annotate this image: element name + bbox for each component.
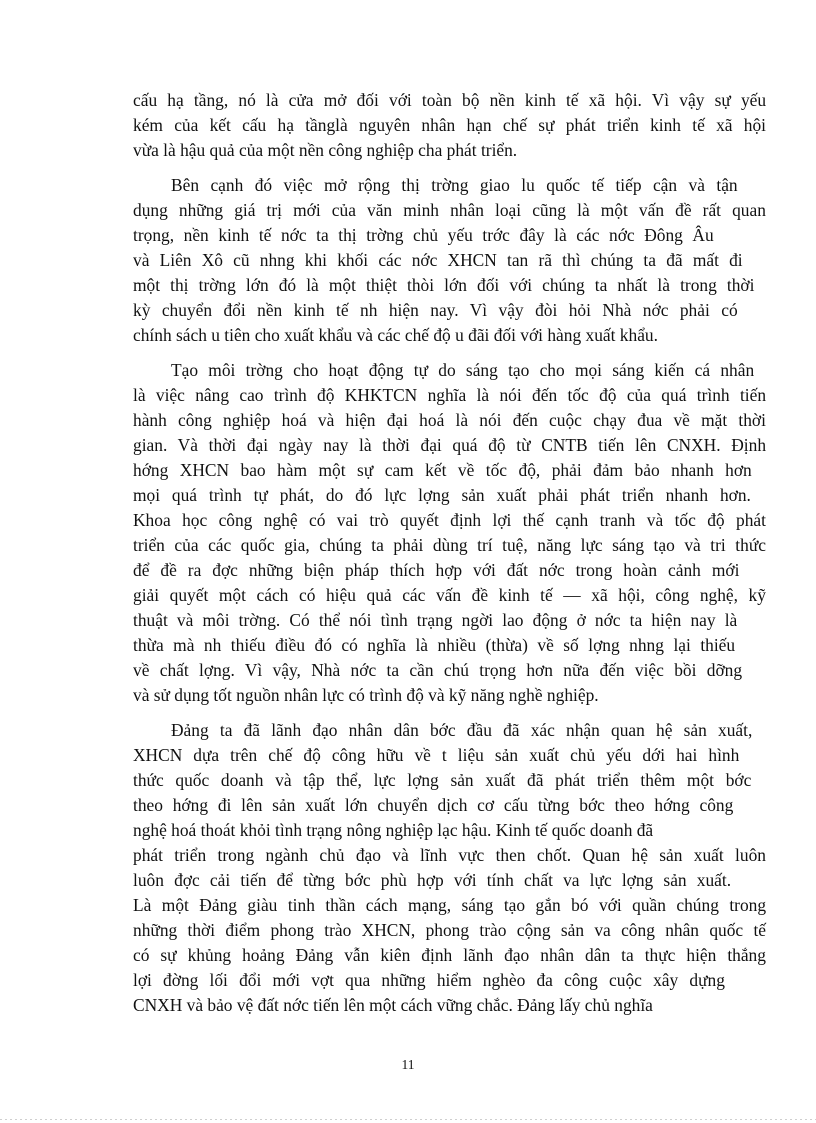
paragraph-4 [133,718,766,1018]
text-line: có sự khủng hoảng Đảng vẫn kiên định lãnh đạo nhân dân ta thực hiện thắng [133,945,766,965]
text-line: luôn đợc cải tiến để từng bớc phù hợp với tính chất va lực lợng sản xuất. [133,870,732,890]
paragraph-3 [133,358,766,708]
text-line: và sử dụng tốt nguồn nhân lực có trình độ và kỹ năng nghề nghiệp. [133,685,599,705]
text-line: hớng XHCN bao hàm một sự cam kết về tốc độ, phải đảm bảo nhanh hơn [133,460,752,480]
text-line: theo hớng đi lên sản xuất lớn chuyển dịch cơ cấu từng bớc theo hớng công [133,795,734,815]
text-line: hành công nghiệp hoá và hiện đại hoá là nói đến cuộc chạy đua về mặt thời [133,410,766,430]
text-line: chính sách u tiên cho xuất khẩu và các chế độ u đãi đối với hàng xuất khẩu. [133,325,658,345]
text-line: cấu hạ tầng, nó là cửa mở đối với toàn bộ nền kinh tế xã hội. Vì vậy sự yếu [133,90,767,110]
text-line: gian. Và thời đại ngày nay là thời đại quá độ từ CNTB tiến lên CNXH. Định [133,435,767,455]
paragraph-1 [133,88,766,163]
text-line: một thị trờng lớn đó là một thiệt thòi lớn đối với chúng ta nhất là trong thời [133,275,755,295]
page-bottom-edge [0,1119,816,1120]
text-line: dụng những giá trị mới của văn minh nhân loại cũng là một vấn đề rất quan [133,200,766,220]
text-line: triển của các quốc gia, chúng ta phải dùng trí tuệ, năng lực sáng tạo và tri thức [133,535,766,555]
text-line: nghệ hoá thoát khỏi tình trạng nông nghiệp lạc hậu. Kinh tế quốc doanh đã [133,820,654,840]
text-line: lợi đờng lối đổi mới vợt qua những hiểm nghèo đa công cuộc xây dựng [133,970,725,990]
text-line: kỳ chuyển đổi nền kinh tế nh hiện nay. Vì vậy đòi hỏi Nhà nớc phải có [133,300,738,320]
text-line: Tạo môi trờng cho hoạt động tự do sáng tạo cho mọi sáng kiến cá nhân [171,360,755,380]
text-line: và Liên Xô cũ nhng khi khối các nớc XHCN tan rã thì chúng ta đã mất đi [133,250,743,270]
body-text [133,88,766,1028]
text-line: Đảng ta đã lãnh đạo nhân dân bớc đầu đã xác nhận quan hệ sản xuất, [171,720,753,740]
text-line: phát triển trong ngành chủ đạo và lĩnh vực then chốt. Quan hệ sản xuất luôn [133,845,766,865]
text-line: CNXH và bảo vệ đất nớc tiến lên một cách vững chắc. Đảng lấy chủ nghĩa [133,995,653,1015]
text-line: Là một Đảng giàu tinh thần cách mạng, sáng tạo gắn bó với quần chúng trong [133,895,767,915]
text-line: XHCN dựa trên chế độ công hữu về t liệu sản xuất chủ yếu dới hai hình [133,745,740,765]
text-line: về chất lợng. Vì vậy, Nhà nớc ta cần chú trọng hơn nữa đến việc bồi dỡng [133,660,743,680]
text-line: mọi quá trình tự phát, do đó lực lợng sản xuất phải phát triển nhanh hơn. [133,485,751,505]
page-number: 11 [401,1057,415,1072]
text-line: những thời điểm phong trào XHCN, phong trào cộng sản va công nhân quốc tế [133,920,766,940]
text-line: thừa mà nh thiếu điều đó có nghĩa là nhiều (thừa) về số lợng nhng lại thiếu [133,635,736,655]
text-line: Khoa học công nghệ có vai trò quyết định lợi thế cạnh tranh và tốc độ phát [133,510,766,530]
text-line: thức quốc doanh và tập thể, lực lợng sản xuất đã phát triển thêm một bớc [133,770,752,790]
text-line: là việc nâng cao trình độ KHKTCN nghĩa là nói đến tốc độ của quá trình tiến [133,385,767,405]
text-line: trọng, nền kinh tế nớc ta thị trờng chủ yếu trớc đây là các nớc Đông Âu [133,225,714,245]
text-line: giải quyết một cách có hiệu quả các vấn đề kinh tế — xã hội, công nghệ, kỹ [133,585,766,605]
text-line: Bên cạnh đó việc mở rộng thị trờng giao lu quốc tế tiếp cận và tận [171,175,738,195]
paragraph-2 [133,173,766,348]
text-line: kém của kết cấu hạ tầnglà nguyên nhân hạn chế sự phát triển kinh tế xã hội [133,115,766,135]
text-line: để đề ra đợc những biện pháp thích hợp với đất nớc trong hoàn cảnh mới [133,560,740,580]
text-line: thuật và môi trờng. Có thể nói tình trạng ngời lao động ở nớc ta hiện nay là [133,610,738,630]
text-line: vừa là hậu quả của một nền công nghiệp cha phát triển. [133,140,518,160]
